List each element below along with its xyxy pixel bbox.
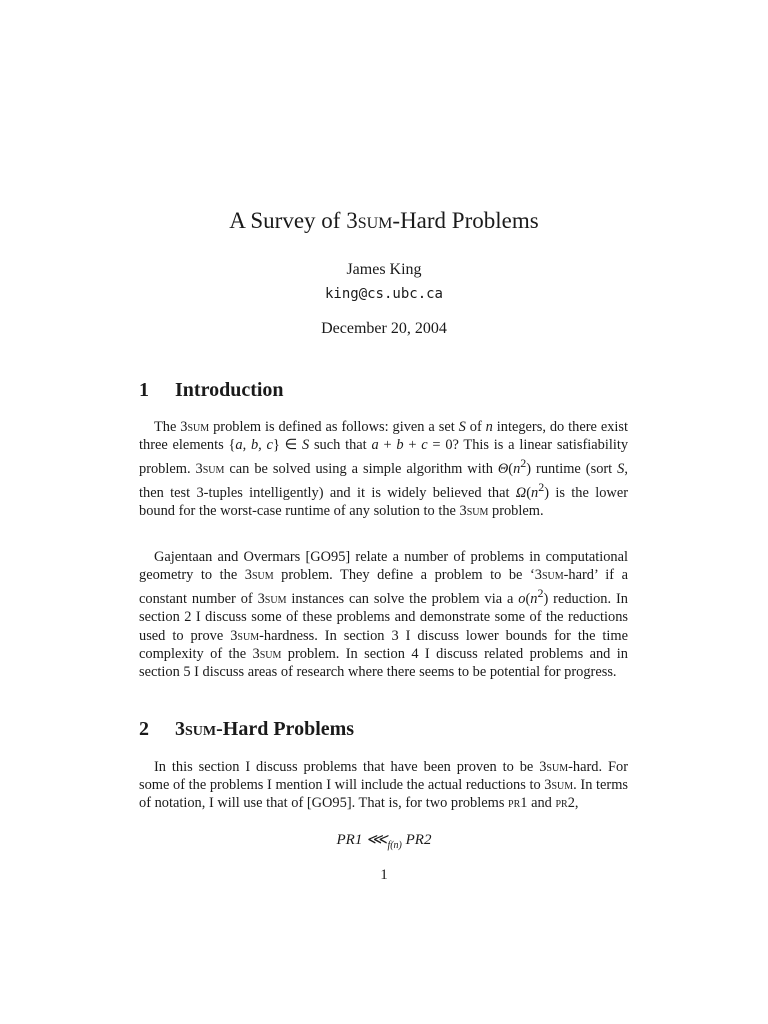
section-heading-introduction: 1 Introduction — [139, 379, 284, 401]
section-heading-3sum-hard-problems: 2 3sum-Hard Problems — [139, 718, 355, 740]
page-number: 1 — [380, 867, 388, 883]
reduction-formula: PR1 $⋘_{f(n)}$ PR2 — [336, 832, 432, 851]
author-name: James King — [346, 261, 422, 278]
section2-paragraph-1: In this section I discuss problems that have been proven to be 3sum-hard. For some of the problems I mention I will include the actual reductions to 3sum. In terms of notation, I will use that of [GO95]. That is, for two problems pr1 and pr2, — [139, 759, 628, 812]
paper-date: December 20, 2004 — [321, 320, 447, 337]
intro-paragraph-2: Gajentaan and Overmars [GO95] relate a number of problems in computational geometry to the 3sum problem. They define a problem to be ‘3sum-hard’ if a constant number of 3sum instances can solve the problem via a $o(n^2)$ reduction. In section 2 I discuss some of these problems and demonstrate some of the reductions used to prove 3sum-hardness. In section 3 I discuss lower bounds for the time complexity of the 3sum problem. In section 4 I discuss related problems and in section 5 I discuss areas of research where there seems to be potential for progress. — [139, 549, 628, 681]
paper-title: A Survey of 3sum-Hard Problems — [229, 208, 539, 233]
intro-paragraph-1: The 3sum problem is defined as follows: given a set S of n integers, do there exist three elements {a, b, c} ∈ S such that a + b + c = 0? This is a linear satisfiability problem. 3sum can be solved using a simple algorithm with $\Theta(n^2)$ runtime (sort S, then test 3-tuples intelligently) and it is widely believed that $\Omega(n^2)$ is the lower bound for the worst-case runtime of any solution to the 3sum problem. — [139, 419, 629, 520]
author-email: king@cs.ubc.ca — [324, 286, 443, 302]
